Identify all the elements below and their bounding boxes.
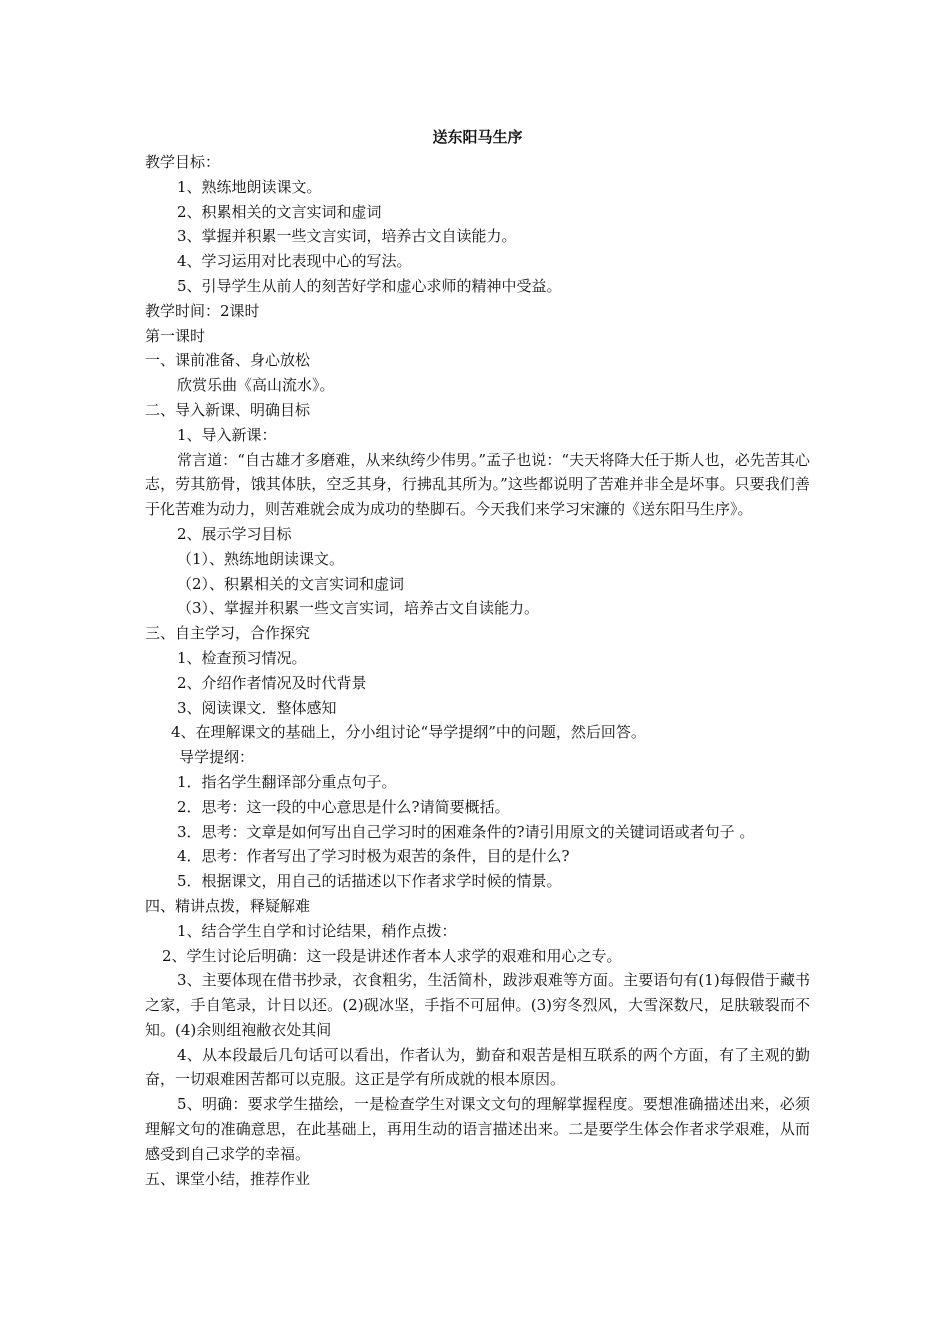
text-line: 教学时间：2课时 xyxy=(145,301,260,320)
document-page xyxy=(145,124,810,1191)
text-line: 4、在理解课文的基础上，分小组讨论“导学提纲”中的问题，然后回答。 xyxy=(171,723,646,742)
text-line: 2、积累相关的文言实词和虚词 xyxy=(177,202,382,221)
text-line: 5．根据课文，用自己的话描述以下作者求学时候的情景。 xyxy=(177,872,562,891)
text-line: 五、课堂小结，推荐作业 xyxy=(145,1169,311,1188)
text-line: 5、引导学生从前人的刻苦好学和虚心求师的精神中受益。 xyxy=(177,276,562,295)
text-line: 3．思考：文章是如何写出自己学习时的困难条件的?请引用原文的关键词语或者句子 。 xyxy=(177,822,755,841)
text-line: 第一课时 xyxy=(145,326,206,345)
paragraph: 常言道：“自古雄才多磨难，从来纨绔少伟男。”孟子也说：“夫天将降大任于斯人也，必先苦其心志，劳其筋骨，饿其体肤，空乏其身，行拂乱其所为。”这些都说明了苦难并非全是坏事。只要我们善于化苦难为动力，则苦难就会成为成功的垫脚石。今天我们来学习宋濂的《送东阳马生序》。 xyxy=(145,450,810,519)
text-line: 2、展示学习目标 xyxy=(177,524,292,543)
text-line: 4．思考：作者写出了学习时极为艰苦的条件，目的是什么? xyxy=(177,847,570,866)
text-line: 二、导入新课、明确目标 xyxy=(145,400,311,419)
text-line: （2）、积累相关的文言实词和虚词 xyxy=(177,574,405,593)
text-line: （3）、掌握并积累一些文言实词，培养古文自读能力。 xyxy=(177,599,540,618)
text-line: 一、课前准备、身心放松 xyxy=(145,351,311,370)
text-line: 四、精讲点拨，释疑解难 xyxy=(145,896,311,915)
text-line: （1）、熟练地朗读课文。 xyxy=(177,549,345,568)
text-line: 1、检查预习情况。 xyxy=(177,648,307,667)
paragraph: 3、主要体现在借书抄录，衣食粗劣，生活简朴，跋涉艰难等方面。主要语句有(1)每假借于藏书之家，手自笔录，计日以还。(2)砚冰坚，手指不可屈伸。(3)穷冬烈风，大雪深数尺，足肤皲裂而不知。(4)余则组袍敝衣处其间 xyxy=(145,971,810,1039)
text-line: 1、结合学生自学和讨论结果，稍作点拨： xyxy=(177,921,457,940)
paragraph: 4、从本段最后几句话可以看出，作者认为，勤奋和艰苦是相互联系的两个方面，有了主观的勤奋，一切艰难困苦都可以克服。这正是学有所成就的根本原因。 xyxy=(145,1045,810,1089)
text-line: 3、阅读课文．整体感知 xyxy=(177,698,337,717)
text-line: 2、学生讨论后明确：这一段是讲述作者本人求学的艰难和用心之专。 xyxy=(162,946,622,965)
text-line: 2、介绍作者情况及时代背景 xyxy=(177,673,367,692)
text-line: 导学提纲： xyxy=(179,748,255,767)
text-line: 4、学习运用对比表现中心的写法。 xyxy=(177,252,412,271)
text-line: 3、掌握并积累一些文言实词，培养古文自读能力。 xyxy=(177,227,517,246)
paragraph: 5、明确：要求学生描绘，一是检查学生对课文文句的理解掌握程度。要想准确描述出来，必须理解文句的准确意思，在此基础上，再用生动的语言描述出来。二是要学生体会作者求学艰难，从而感受到自己求学的幸福。 xyxy=(145,1095,810,1163)
text-line: 欣赏乐曲《高山流水》。 xyxy=(177,376,335,395)
document-body xyxy=(145,150,810,1191)
document-title: 送东阳马生序 xyxy=(432,128,523,146)
text-line: 1、熟练地朗读课文。 xyxy=(177,177,322,196)
text-line: 1．指名学生翻译部分重点句子。 xyxy=(177,772,397,791)
text-line: 2．思考：这一段的中心意思是什么?请简要概括。 xyxy=(177,797,510,816)
text-line: 三、自主学习，合作探究 xyxy=(145,624,311,643)
text-line: 1、导入新课： xyxy=(177,425,277,444)
text-line: 教学目标： xyxy=(145,153,221,171)
